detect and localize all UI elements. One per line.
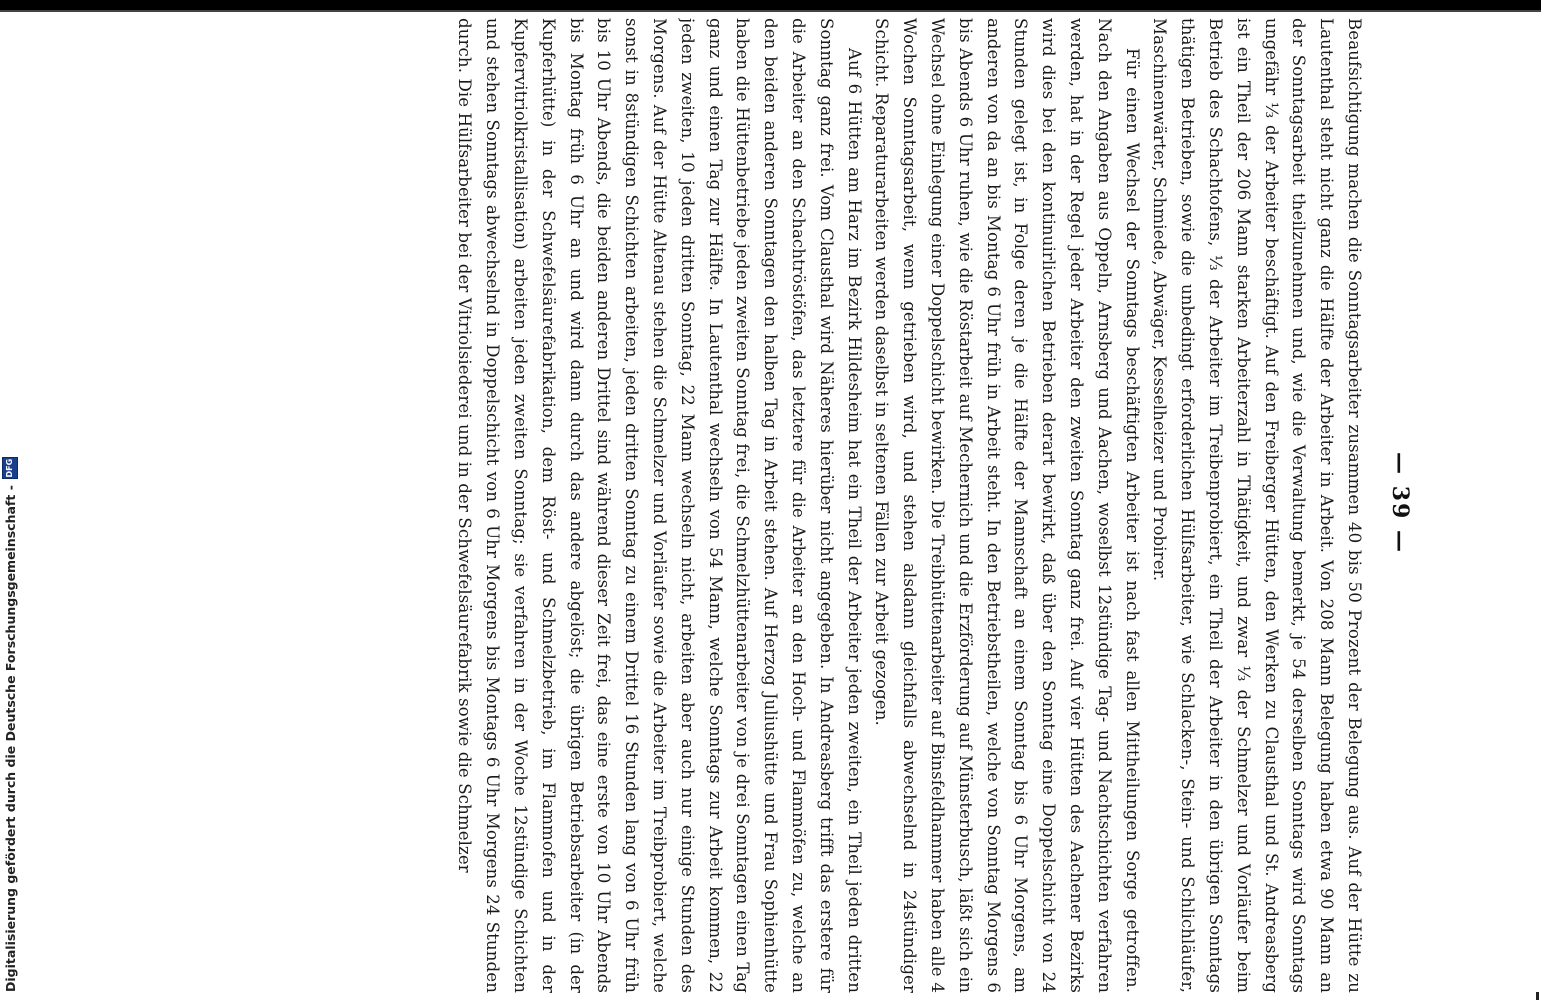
scanned-page (150, 8, 1541, 998)
paragraph-1: Beaufsichtigung machen die Sonntagsarbeiter zusammen 40 bis 50 Prozent der Belegung aus. Auf der Hütte zu Lautenthal steht nicht ganz die Hälfte der Arbeiter in Arbeit. Von 208 Mann Belegung haben etwa 90 Mann an der Sonntagsarbeit theilzunehmen und, wie die Verwaltung bemerkt, je 54 derselben Sonntags wird Sonntags ungefähr ⅓ der Arbeiter beschäftigt. Auf den Freiberger Hütten, den Werken zu Clausthal und St. Andreasberg ist ein Theil der 206 Mann starken Arbeiterzahl in Thätigkeit, und zwar ⅓ der Schmelzer und Vorläufer beim Betrieb des Schachtofens, ⅓ der Arbeiter im Treibenprobiert, ein Theil der Arbeiter in den übrigen Sonntags thätigen Betrieben, sowie die unbedingt erforderlichen Hülfsarbeiter, wie Schlacken-, Stein- und Schlichläufer, Maschinenwärter, Schmiede, Abwäger, Kesselheizer und Probirer. (1150, 18, 1364, 993)
rotated-page-content (130, 8, 1420, 998)
page-number: — 39 — (1387, 452, 1413, 554)
page-body-text (188, 18, 1368, 993)
paragraph-3: Auf 6 Hütten am Harz im Bezirk Hildesheim hat ein Theil der Arbeiter jeden zweiten, ein Theil jeden dritten Sonntag ganz frei. Vom Clausthal wird Näheres hierüber nicht angegeben. In Andreasberg trifft das erstere für die Arbeiter an den Schachtröstöfen, das letztere für die Arbeiter an den Hoch- und Flammöfen zu, welche an den beiden anderen Sonntagen den halben Tag in Arbeit stehen. Auf Herzog Juliushütte und Frau Sophienhütte haben die Hüttenbetriebe jeden zweiten Sonntag frei, die Schmelzhüttenarbeiter von je drei Sonntagen einen Tag ganz und einen Tag zur Hälfte. In Lautenthal wechseln von 54 Mann, welche Sonntags zur Arbeit kommen, 22 jeden zweiten, 10 jeden dritten Sonntag, 22 Mann wechseln nicht, arbeiten aber auch nur einige Stunden des Morgens. Auf der Hütte Altenau stehen die Schmelzer und Vorläufer sowie die Arbeiter im Treibprobiert, welche sonst in 8stündigen Schichten arbeiten, jeden dritten Sonntag zu einem Drittel 16 Stunden lang von 6 Uhr früh bis 10 Uhr Abends, die beiden anderen Drittel sind während dieser Zeit frei, das eine erste von 10 Uhr Abends bis Montag früh 6 Uhr an und wird dann durch das andere abgelöst; die übrigen Betriebsarbeiter (in der Kupferhütte) in der Schwefelsäurefabrikation, dem Röst- und Schmelzbetrieb, im Flammofen und in der Kupfervitriolkristallisation) arbeiten jeden zweiten Sonntag; sie verfahren in der Woche 12stündige Schichten und stehen Sonntags abwechselnd in Doppelschicht von 6 Uhr Morgens bis Montags 6 Uhr Morgens 24 Stunden durch. Die Hülfsarbeiter bei der Vitriolsiederei und in der Schwefelsäurefabrik sowie die Schmelzer (455, 18, 864, 993)
paragraph-2: Für einen Wechsel der Sonntags beschäftigten Arbeiter ist nach fast allen Mittheilungen Sorge getroffen. Nach den Angaben aus Oppeln, Arnsberg und Aachen, woselbst 12stündige Tag- und Nachtschichten verfahren werden, hat in der Regel jeder Arbeiter den zweiten Sonntag ganz frei. Auf vier Hütten des Aachener Bezirks wird dies bei den kontinuirlichen Betrieben derart bewirkt, daß über den Sonntag eine Doppelschicht von 24 Stunden gelegt ist, in Folge deren je die Hälfte der Mannschaft an einem Sonntag bis 6 Uhr Morgens, am anderen von da an bis Montag 6 Uhr früh in Arbeit steht. In den Betriebstheilen, welche von Sonntag Morgens 6 bis Abends 6 Uhr ruhen, wie die Röstarbeit auf Mechernich und die Erzförderung auf Münsterbusch, läßt sich ein Wechsel ohne Einlegung einer Doppelschicht bewirken. Die Treibhüttenarbeiter auf Binsfeldhammer haben alle 4 Wochen Sonntagsarbeit, wenn getrieben wird, und stehen alsdann gleichfalls abwechselnd in 24stündiger Schicht. Reparaturarbeiten werden daselbst in seltenen Fällen zur Arbeit gezogen. (872, 18, 1142, 993)
scan-artifact-mark (1536, 992, 1539, 1000)
attribution-text: Digitalisierung gefördert durch die Deutsche Forschungsgemeinschaft - (2, 485, 18, 992)
dfg-logo-icon: DFG (2, 457, 18, 479)
digitization-attribution (0, 10, 21, 1000)
